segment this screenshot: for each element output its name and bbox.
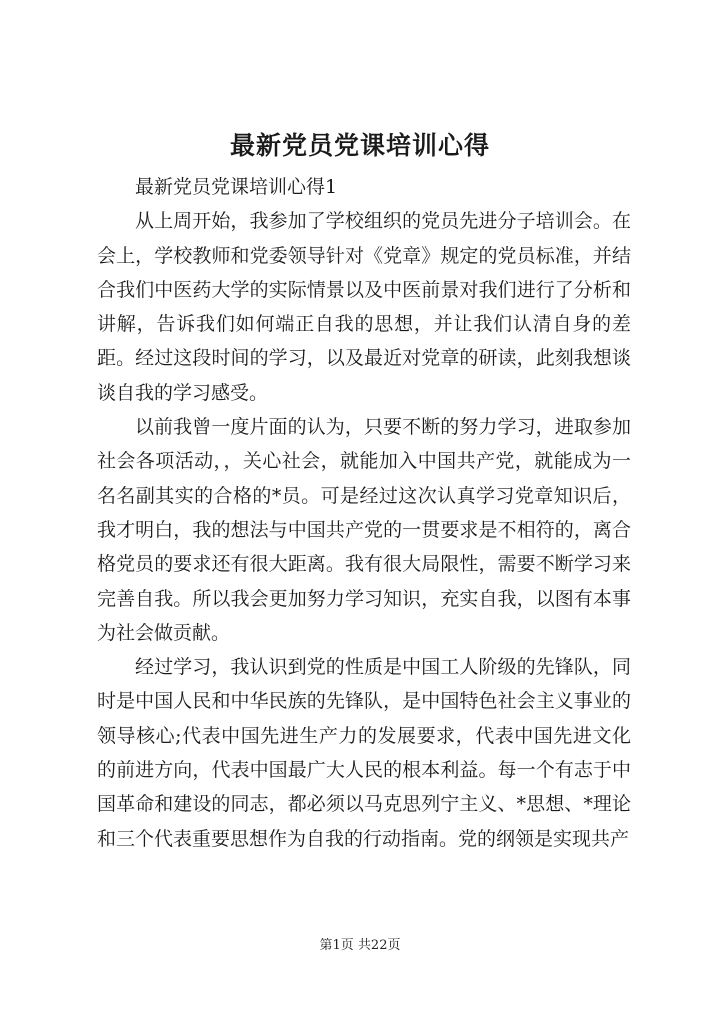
paragraph: 以前我曾一度片面的认为，只要不断的努力学习，进取参加社会各项活动，，关心社会，就能加入中国共产党，就能成为一名名副其实的合格的*员。可是经过这次认真学习党章知识后，我才明白，我的想法与中国共产党的一贯要求是不相符的，离合格党员的要求还有很大距离。我有很大局限性，需要不断学习来完善自我。所以我会更加努力学习知识，充实自我，以图有本事为社会做贡献。 (97, 416, 631, 644)
paragraph: 从上周开始，我参加了学校组织的党员先进分子培训会。在会上，学校教师和党委领导针对《党章》规定的党员标准，并结合我们中医药大学的实际情景以及中医前景对我们进行了分析和讲解，告诉我们如何端正自我的思想，并让我们认清自身的差距。经过这段时间的学习，以及最近对党章的研读，此刻我想谈谈自我的学习感受。 (97, 210, 631, 404)
document-body (97, 170, 631, 856)
paragraph: 经过学习，我认识到党的性质是中国工人阶级的先锋队，同时是中国人民和中华民族的先锋队，是中国特色社会主义事业的领导核心;代表中国先进生产力的发展要求，代表中国先进文化的前进方向，代表中国最广大人民的根本利益。每一个有志于中国革命和建设的同志，都必须以马克思列宁主义、*思想、*理论和三个代表重要思想作为自我的行动指南。党的纲领是实现共产 (97, 656, 631, 850)
document-subtitle: 最新党员党课培训心得1 (135, 176, 338, 198)
page-number-footer: 第1页 共22页 (319, 938, 401, 953)
document-title: 最新党员党课培训心得 (229, 131, 490, 160)
